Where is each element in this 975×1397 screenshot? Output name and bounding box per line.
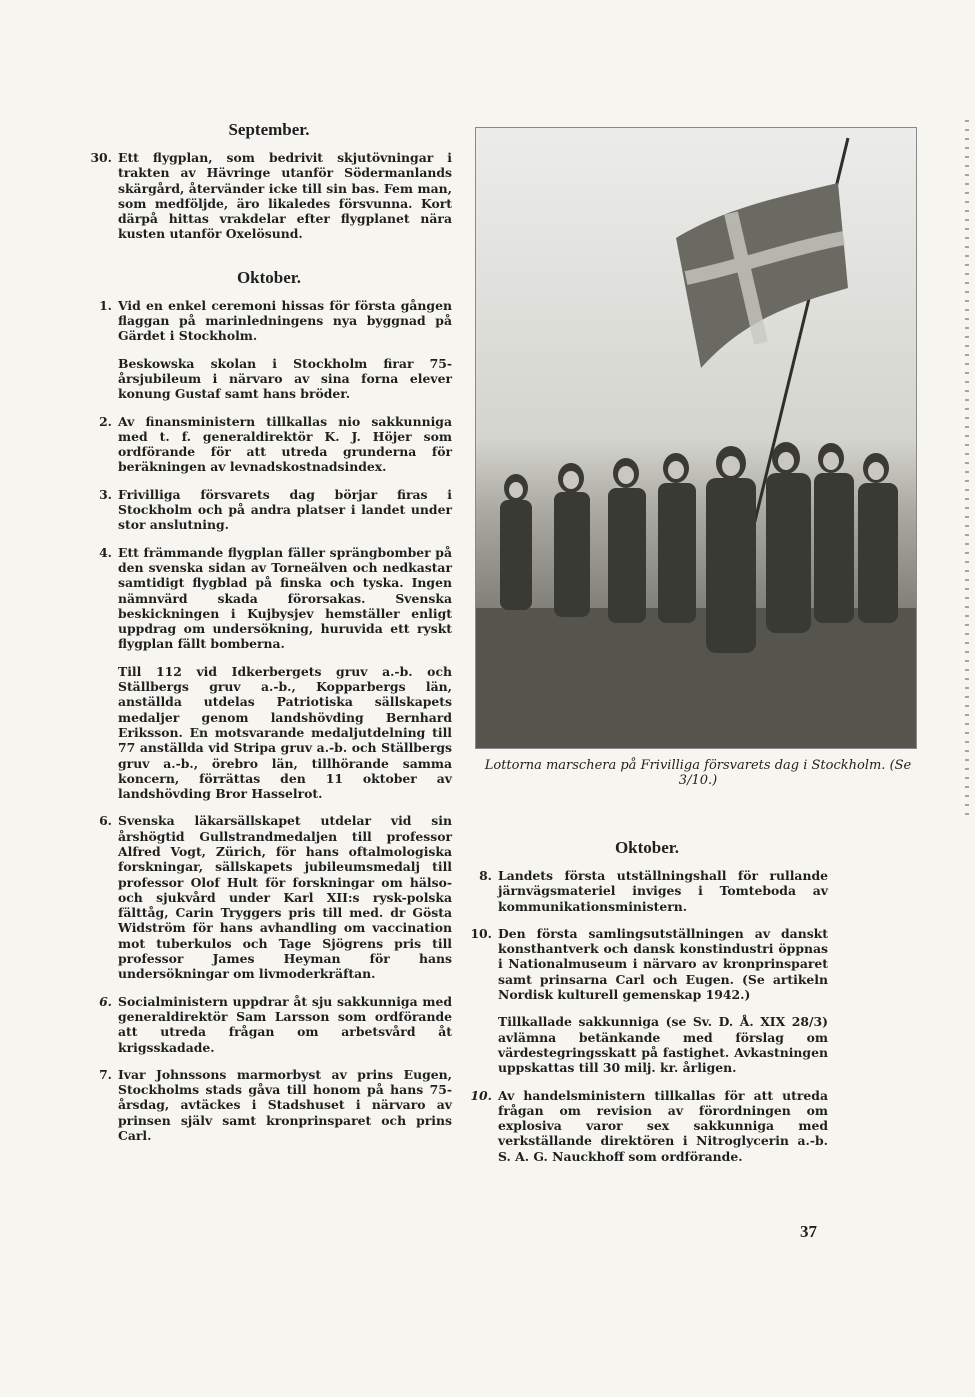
- entry-text: Ett främmande flygplan fäller sprängbomber på den svenska sidan av Torneälven och nedkastar samtidigt flygblad på finska och tyska. Ingen nämnvärd skada förorsakas. Svenska beskickningen i Kujbysjev hemställer enligt uppdrag om undersökning, huruvida ett ryskt flygplan fällt bomberna.: [118, 544, 452, 652]
- scan-edge-marks: [965, 120, 969, 820]
- entry-text: Ett flygplan, som bedrivit skjutövningar i trakten av Hävringe utanför Södermanlands skärgård, återvänder icke till sin bas. Fem man, som medföljde, äro likaledes försvunna. Kort därpå hittas vrakdelar efter flygplanet nära kusten utanför Oxelösund.: [118, 150, 452, 242]
- left-column: [86, 120, 452, 1155]
- entry-date: 2.: [99, 413, 112, 429]
- entry-date: 4.: [99, 544, 112, 560]
- photo-illustration: [476, 128, 916, 748]
- entry-text: Svenska läkarsällskapet utdelar vid sin årshögtid Gullstrandmedaljen till professor Alfred Vogt, Zürich, för hans oftalmologiska forskningar, sällskapets jubileumsmedalj till professor Olof Hult för forskningar om hälso- och sjukvård under Karl XII:s rysk-polska fälttåg, Carin Tryggers pris till med. dr Gösta Widström för hans avhandling om vaccination mot tuberkulos och Tage Sjögrens pris till professor James Heyman för hans undersökningar om livmoderkräftan.: [118, 813, 452, 982]
- entry-date: 6.: [99, 993, 112, 1009]
- entry: [86, 487, 452, 533]
- heading-september: September.: [228, 120, 310, 139]
- entry: [86, 994, 452, 1055]
- right-column: [466, 838, 828, 1176]
- entry-text: Vid en enkel ceremoni hissas för första gången flaggan på marinledningens nya byggnad på Gärdet i Stockholm.: [118, 297, 452, 344]
- entry-date: 3.: [99, 486, 112, 502]
- entry: [466, 1088, 828, 1164]
- entry: [466, 926, 828, 1002]
- photo-caption: Lottorna marschera på Frivilliga försvarets dag i Stockholm. (Se 3/10.): [484, 758, 912, 788]
- entry-text: Frivilliga försvarets dag börjar firas i Stockholm och på andra platser i landet under stor anslutning.: [118, 486, 452, 533]
- entry-text: Den första samlingsutställningen av danskt konsthantverk och dansk konstindustri öppnas i Nationalmuseum i närvaro av kronprinsparet samt prinsarna Carl och Eugen. (Se artikeln Nordisk kulturell gemenskap 1942.): [498, 925, 828, 1003]
- entry: [466, 1014, 828, 1075]
- heading-oktober: Oktober.: [236, 267, 302, 287]
- entry-text: Ivar Johnssons marmorbyst av prins Eugen, Stockholms stads gåva till honom på hans 75-årsdag, avtäckes i Stadshuset i närvaro av prinsen själv samt kronprinsparet och prins Carl.: [118, 1066, 452, 1144]
- entry-text: Av finansministern tillkallas nio sakkunniga med t. f. generaldirektör K. J. Höjer som ordförande för att utreda grunderna för beräkningen av levnadskostnadsindex.: [118, 413, 452, 475]
- entry-text: Av handelsministern tillkallas för att utreda frågan om revision av förordningen om explosiva varor sex sakkunniga med verkställande direktören i Nitroglycerin a.-b. S. A. G. Nauckhoff som ordförande.: [498, 1087, 828, 1164]
- entry-text: Beskowska skolan i Stockholm firar 75-årsjubileum i närvaro av sina forna elever konung Gustaf samt hans bröder.: [118, 355, 452, 402]
- entry-text: Tillkallade sakkunniga (se Sv. D. Å. XIX 28/3) avlämna betänkande med förslag om värdestegringsskatt på fastighet. Avkastningen uppskattas till 30 milj. kr. årligen.: [498, 1014, 828, 1076]
- entry-date: 10.: [470, 1087, 492, 1103]
- page-number: 37: [800, 1222, 817, 1241]
- entry-date: 1.: [99, 297, 112, 313]
- entry: [86, 150, 452, 242]
- entry: [86, 298, 452, 344]
- heading-oktober-right: Oktober.: [614, 838, 680, 857]
- entry: [86, 356, 452, 402]
- entry: [86, 545, 452, 652]
- photo-marching-women-with-flag: [475, 127, 917, 749]
- entry-date: 10.: [470, 925, 492, 941]
- entry: [86, 414, 452, 475]
- entry-text: Landets första utställningshall för rullande järnvägsmateriel inviges i Tomteboda av kommunikationsministern.: [498, 868, 828, 914]
- entry-date: 6.: [99, 813, 112, 829]
- entry: [86, 1067, 452, 1143]
- entry-text: Till 112 vid Idkerbergets gruv a.-b. och Ställbergs gruv a.-b., Kopparbergs län, anställda utdelas Patriotiska sällskapets medaljer genom landshövding Bernhard Eriksson. En motsvarande medaljutdelning till 77 anställda vid Stripa gruv a.-b. och Ställbergs gruv a.-b., örebro län, tillhörande samma koncern, förrättas den 11 oktober av landshövding Bror Hasselrot.: [118, 663, 452, 802]
- entry-date: 30.: [90, 150, 112, 165]
- entry: [86, 664, 452, 802]
- entry-date: 7.: [99, 1066, 112, 1082]
- entry: [466, 868, 828, 914]
- entry-text: Socialministern uppdrar åt sju sakkunniga med generaldirektör Sam Larsson som ordförande att utreda frågan om arbetsvård åt krigsskadade.: [118, 993, 452, 1055]
- entry-date: 8.: [479, 868, 492, 883]
- entry: [86, 813, 452, 981]
